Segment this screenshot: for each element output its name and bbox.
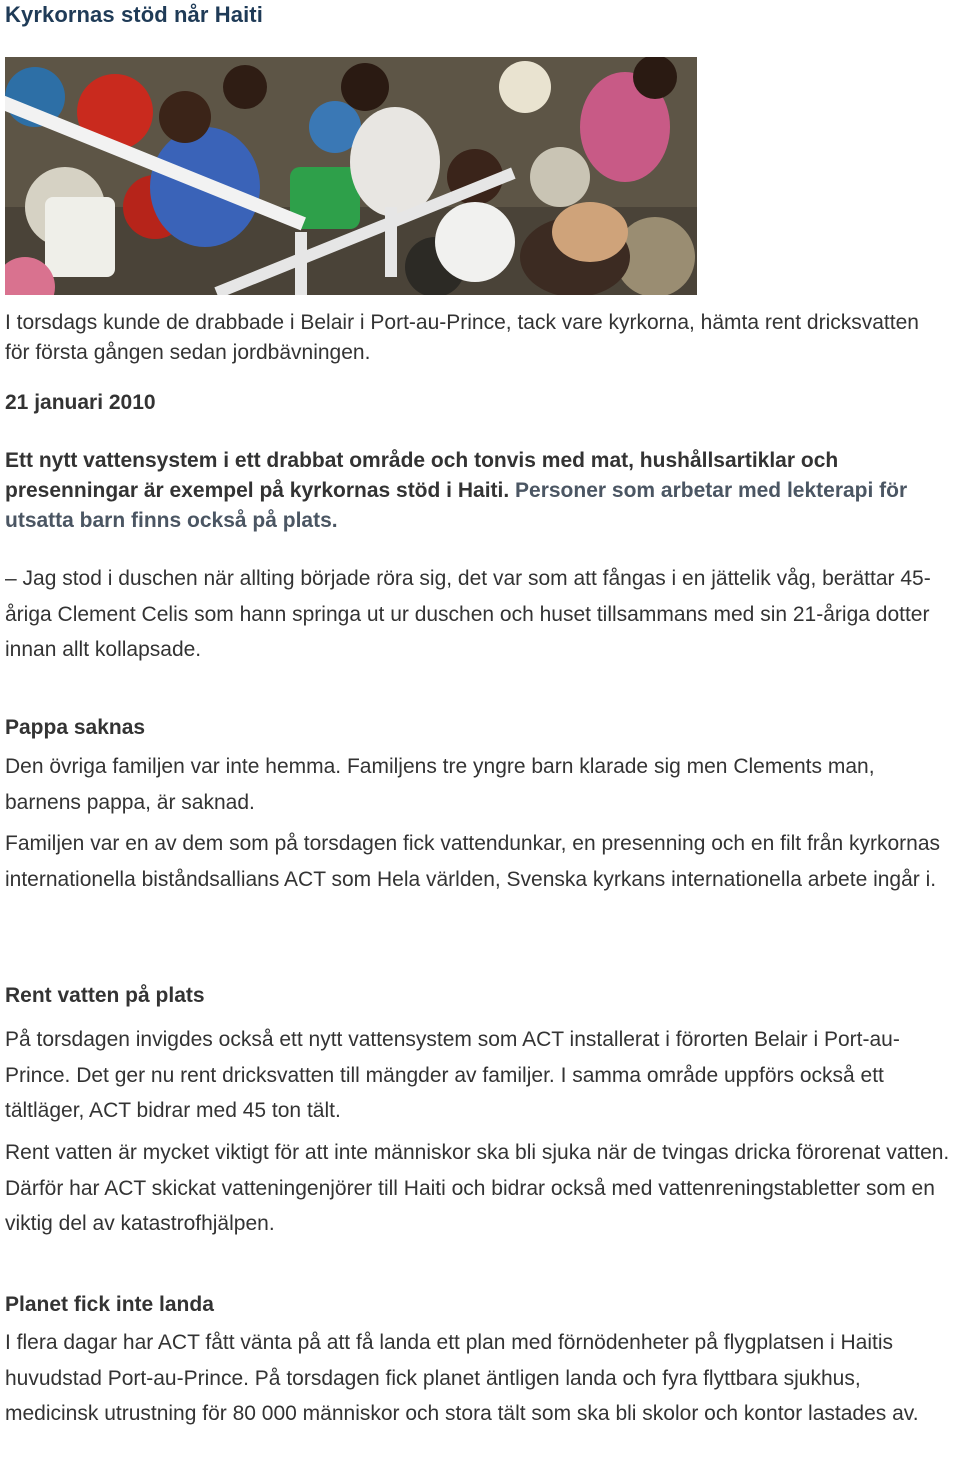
section-title-planet: Planet fick inte landa [5, 1293, 214, 1316]
article-lead [5, 446, 953, 536]
section-title-rent-vatten: Rent vatten på plats [5, 984, 205, 1007]
article-title: Kyrkornas stöd når Haiti [5, 2, 263, 27]
photo-caption: I torsdags kunde de drabbade i Belair i Port-au-Prince, tack vare kyrkorna, hämta rent dricksvatten för första gången sedan jordbävningen. [5, 311, 919, 364]
article-date: 21 januari 2010 [5, 391, 156, 414]
article-photo [5, 57, 697, 295]
section-paragraph [5, 749, 953, 820]
lead-text-highlight: Personer som arbetar med lekterapi för utsatta barn finns också på plats. [5, 479, 908, 532]
paragraph-text: Den övriga familjen var inte hemma. Familjens tre yngre barn klarade sig men Clements man, barnens pappa, är saknad. [5, 755, 875, 814]
section-paragraph [5, 1022, 953, 1129]
photo-water-distribution [5, 57, 697, 295]
paragraph-text: Rent vatten är mycket viktigt för att inte människor ska bli sjuka när de tvingas dricka förorenat vatten. Därför har ACT skickat vatteningenjörer till Haiti och bidrar också med vattenreningstabletter som en viktig del av katastrofhjälpen. [5, 1141, 950, 1235]
section-heading [5, 716, 953, 740]
article-quote: – Jag stod i duschen när allting började röra sig, det var som att fångas i en jättelik våg, berättar 45-åriga Clement Celis som hann springa ut ur duschen och huset tillsammans med sin 21-åriga dotter innan allt kollapsade. [5, 567, 931, 661]
paragraph-text: I flera dagar har ACT fått vänta på att få landa ett plan med förnödenheter på flygplatsen i Haitis huvudstad Port-au-Prince. På torsdagen fick planet äntligen landa och fyra flyttbara sjukhus, medicinsk utrustning för 80 000 människor och stora tält som ska bli skolor och kontor lastades av. [5, 1331, 919, 1425]
lead-text: Ett nytt vattensystem i ett drabbat område och tonvis med mat, hushållsartiklar och presenningar är exempel på kyrkornas stöd i Haiti. [5, 449, 839, 502]
section-paragraph [5, 1325, 953, 1432]
section-paragraph [5, 1135, 953, 1242]
section-paragraph [5, 826, 953, 897]
section-title-pappa-saknas: Pappa saknas [5, 716, 146, 739]
section-heading [5, 984, 953, 1008]
paragraph-text: På torsdagen invigdes också ett nytt vattensystem som ACT installerat i förorten Belair i Port-au-Prince. Det ger nu rent dricksvatten till mängder av familjer. I samma område uppförs också ett tältläger, ACT bidrar med 45 ton tält. [5, 1028, 900, 1122]
paragraph-text: Familjen var en av dem som på torsdagen fick vattendunkar, en presenning och en filt från kyrkornas internationella biståndsallians ACT som Hela världen, Svenska kyrkans internationella arbete ingår i. [5, 832, 940, 891]
section-heading [5, 1293, 953, 1317]
